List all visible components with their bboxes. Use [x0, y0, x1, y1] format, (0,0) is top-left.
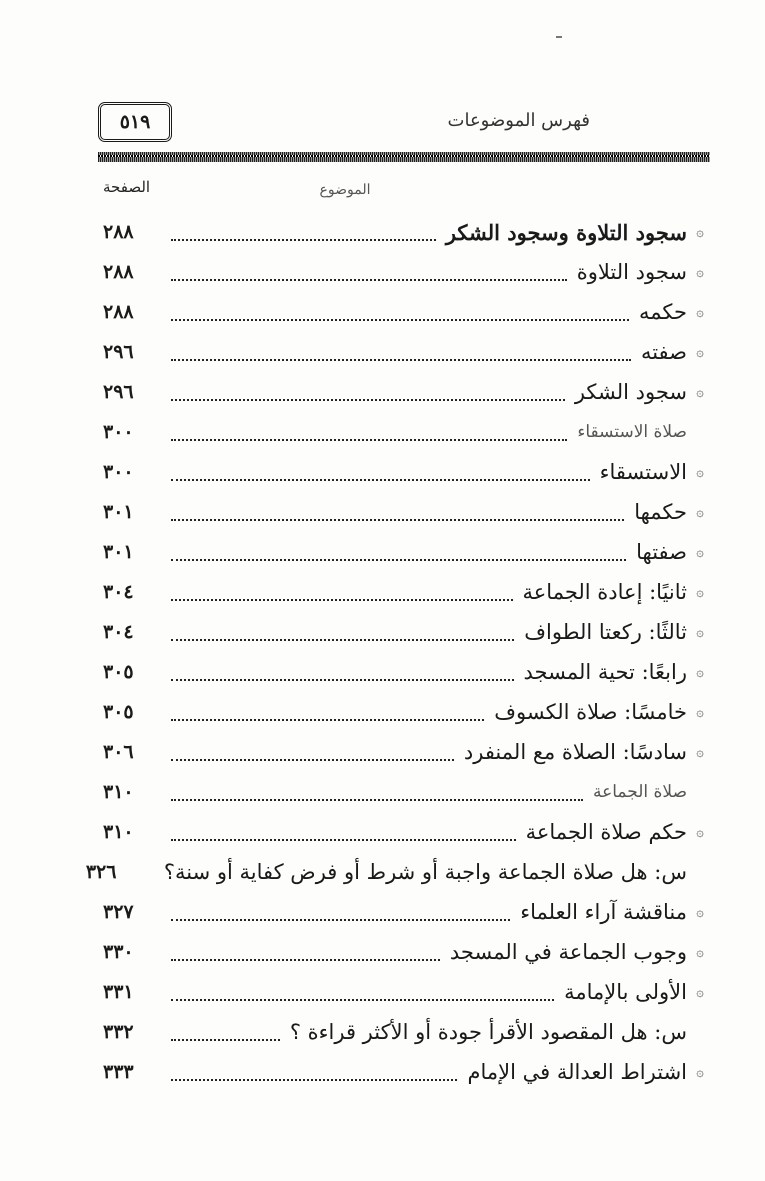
ornament-icon: ۞	[696, 624, 704, 640]
ornament-icon: ۞	[696, 544, 704, 560]
toc-entry	[103, 892, 707, 932]
dot-leader	[171, 278, 567, 281]
ornament-icon: ۞	[696, 384, 704, 400]
dot-leader	[171, 238, 436, 241]
scan-mark	[556, 36, 562, 38]
toc-entry	[103, 252, 707, 292]
entry-page: ٣٠٥	[103, 701, 134, 723]
entry-title: ثانيًا: إعادة الجماعة	[522, 580, 687, 604]
entry-title: الاستسقاء	[599, 460, 687, 484]
ornament-icon: ۞	[696, 824, 704, 840]
entry-title: سجود الشكر	[574, 380, 687, 404]
toc-entry	[103, 492, 707, 532]
toc-entry	[103, 1052, 707, 1092]
entry-title: حكم صلاة الجماعة	[525, 820, 687, 844]
ornament-icon: ۞	[696, 1064, 704, 1080]
dot-leader	[171, 318, 629, 321]
dot-leader	[171, 598, 513, 601]
ornament-icon: ۞	[696, 344, 704, 360]
toc-entry	[103, 332, 707, 372]
dot-leader	[171, 798, 583, 801]
column-heading-page: الصفحة	[103, 178, 151, 196]
entry-page: ٣١٠	[103, 821, 134, 843]
column-heading-topic: الموضوع	[319, 182, 371, 198]
dot-leader	[171, 678, 514, 681]
entry-title: خامسًا: صلاة الكسوف	[494, 700, 687, 724]
running-title: فهرس الموضوعات	[447, 110, 590, 131]
entry-page: ٣٠٤	[103, 581, 134, 603]
ornament-icon: ۞	[696, 664, 704, 680]
toc-entry	[103, 452, 707, 492]
dot-leader	[171, 558, 626, 561]
entry-title: مناقشة آراء العلماء	[520, 900, 687, 924]
dot-leader	[171, 518, 624, 521]
section-title: صلاة الاستسقاء	[577, 422, 687, 442]
dot-leader	[171, 958, 440, 961]
entry-title: اشتراط العدالة في الإمام	[467, 1060, 687, 1084]
entry-page: ٢٨٨	[103, 221, 134, 243]
entry-title: سجود التلاوة	[576, 260, 687, 284]
toc-section	[103, 772, 707, 812]
ornament-icon: ۞	[696, 304, 704, 320]
table-of-contents	[85, 212, 707, 1092]
toc-entry	[103, 932, 707, 972]
dot-leader	[171, 1038, 280, 1041]
page-number: ٥١٩	[119, 111, 151, 133]
dot-leader	[171, 998, 554, 1001]
toc-entry	[103, 372, 707, 412]
ornament-icon: ۞	[696, 704, 704, 720]
entry-title: س: هل المقصود الأقرأ جودة أو الأكثر قراءة ؟	[289, 1020, 687, 1044]
ornament-icon: ۞	[696, 904, 704, 920]
entry-page: ٢٨٨	[103, 261, 134, 283]
toc-question	[85, 852, 707, 892]
entry-page: ٣٣١	[103, 981, 134, 1003]
dot-leader	[171, 918, 510, 921]
header-rule	[98, 152, 710, 162]
entry-page: ٣٠٥	[103, 661, 134, 683]
entry-title: الأولى بالإمامة	[564, 980, 687, 1004]
entry-title: رابعًا: تحية المسجد	[523, 660, 687, 684]
entry-page: ٣٠٦	[103, 741, 134, 763]
toc-entry	[103, 812, 707, 852]
ornament-icon: ۞	[696, 944, 704, 960]
entry-page: ٣٠١	[103, 501, 134, 523]
ornament-icon: ۞	[696, 984, 704, 1000]
dot-leader	[171, 478, 590, 481]
dot-leader	[171, 838, 516, 841]
entry-page: ٣١٠	[103, 781, 134, 803]
entry-page: ٣٠٤	[103, 621, 134, 643]
ornament-icon: ۞	[696, 504, 704, 520]
section-title: صلاة الجماعة	[592, 782, 687, 802]
entry-page: ٢٨٨	[103, 301, 134, 323]
toc-entry	[103, 212, 707, 252]
toc-entry	[103, 732, 707, 772]
toc-entry	[103, 692, 707, 732]
entry-page: ٣٣٠	[103, 941, 134, 963]
toc-section	[103, 412, 707, 452]
dot-leader	[171, 638, 514, 641]
toc-entry	[103, 572, 707, 612]
entry-page: ٣٣٣	[103, 1061, 134, 1083]
ornament-icon: ۞	[696, 584, 704, 600]
dot-leader	[171, 1078, 457, 1081]
ornament-icon: ۞	[696, 744, 704, 760]
entry-page: ٣٣٢	[103, 1021, 134, 1043]
entry-title: حكمه	[639, 300, 687, 324]
dot-leader	[171, 758, 454, 761]
entry-title: ثالثًا: ركعتا الطواف	[524, 620, 687, 644]
entry-page: ٣٢٦	[85, 861, 117, 883]
toc-question	[103, 1012, 707, 1052]
toc-entry	[103, 612, 707, 652]
ornament-icon: ۞	[696, 264, 704, 280]
page-number-box	[98, 102, 172, 142]
entry-title: وجوب الجماعة في المسجد	[449, 940, 687, 964]
dot-leader	[171, 438, 567, 441]
toc-entry	[103, 972, 707, 1012]
entry-title: صفته	[640, 340, 687, 364]
entry-title: سجود التلاوة وسجود الشكر	[445, 219, 687, 245]
toc-entry	[103, 292, 707, 332]
dot-leader	[171, 398, 565, 401]
dot-leader	[171, 358, 631, 361]
ornament-icon: ۞	[696, 224, 704, 240]
toc-entry	[103, 532, 707, 572]
entry-title: صفتها	[636, 540, 687, 564]
entry-page: ٢٩٦	[103, 381, 134, 403]
dot-leader	[171, 718, 484, 721]
entry-page: ٣٠١	[103, 541, 134, 563]
entry-page: ٢٩٦	[103, 341, 134, 363]
entry-page: ٣٠٠	[103, 461, 134, 483]
entry-title: س: هل صلاة الجماعة واجبة أو شرط أو فرض كفاية أو سنة؟	[163, 860, 687, 884]
entry-page: ٣٠٠	[103, 421, 134, 443]
toc-entry	[103, 652, 707, 692]
ornament-icon: ۞	[696, 464, 704, 480]
page-header	[98, 100, 710, 152]
entry-title: حكمها	[634, 500, 687, 524]
entry-page: ٣٢٧	[103, 901, 134, 923]
entry-title: سادسًا: الصلاة مع المنفرد	[463, 740, 687, 764]
